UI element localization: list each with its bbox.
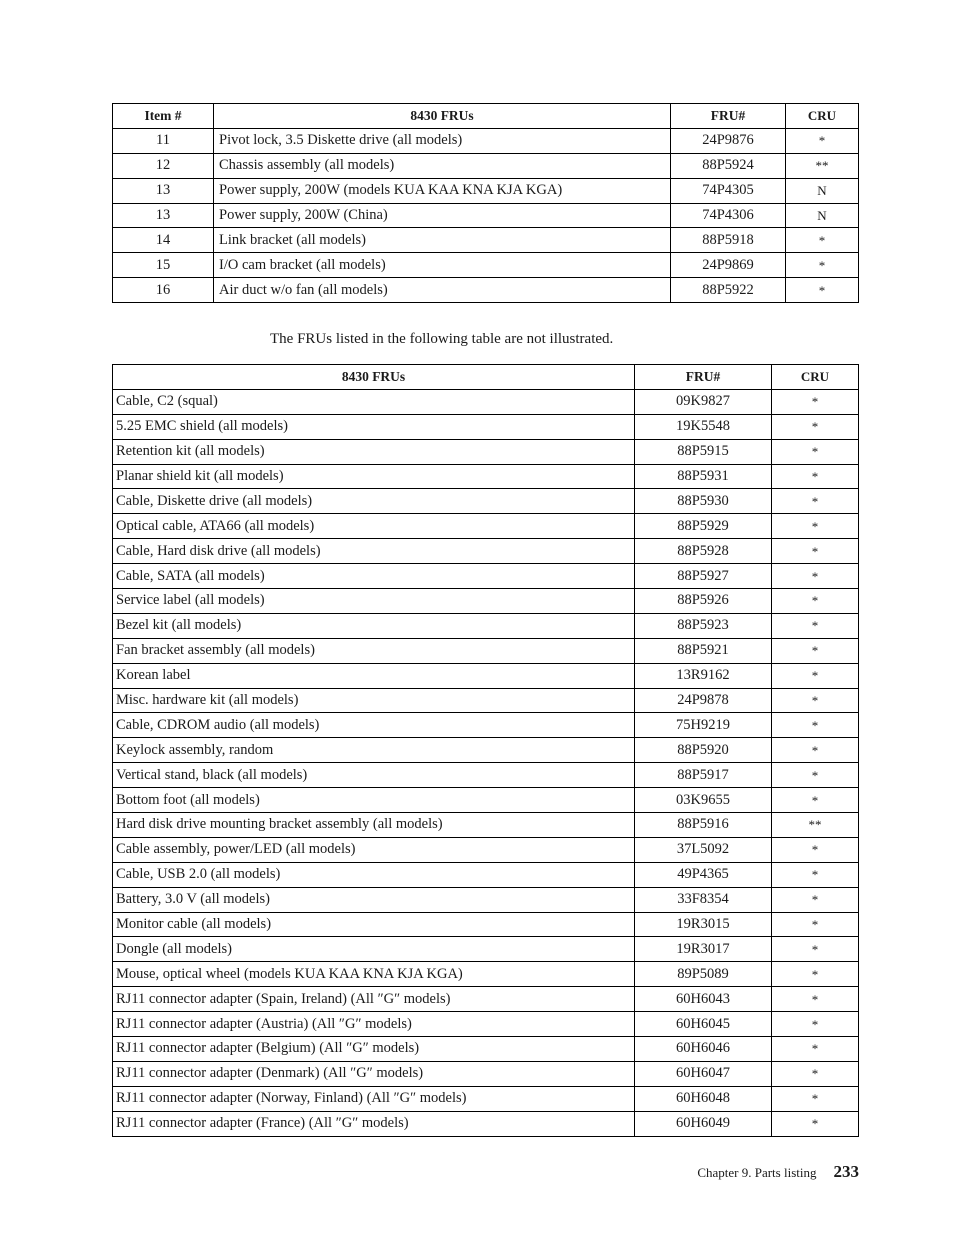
fru-description-cell: RJ11 connector adapter (Norway, Finland) (All ″G″ models): [113, 1086, 635, 1111]
table-row: [113, 837, 859, 862]
fru-number-cell: 60H6046: [635, 1037, 772, 1062]
item-number-cell: 11: [113, 128, 214, 153]
fru-number-cell: 88P5920: [635, 738, 772, 763]
fru-number-cell: 19K5548: [635, 414, 772, 439]
table-row: [113, 464, 859, 489]
item-number-cell: 14: [113, 228, 214, 253]
cru-cell: *: [786, 253, 859, 278]
fru-number-cell: 88P5921: [635, 638, 772, 663]
fru-number-cell: 75H9219: [635, 713, 772, 738]
fru-number-cell: 74P4306: [671, 203, 786, 228]
fru-description-cell: Air duct w/o fan (all models): [214, 278, 671, 303]
table-row: [113, 253, 859, 278]
fru-number-cell: 60H6043: [635, 987, 772, 1012]
table-row: [113, 439, 859, 464]
fru-description-cell: Vertical stand, black (all models): [113, 763, 635, 788]
fru-number-cell: 88P5918: [671, 228, 786, 253]
cru-cell: *: [772, 514, 859, 539]
fru-description-cell: Hard disk drive mounting bracket assembly (all models): [113, 813, 635, 838]
table-row: [113, 1012, 859, 1037]
fru-number-cell: 24P9878: [635, 688, 772, 713]
fru-number-cell: 19R3017: [635, 937, 772, 962]
table-row: [113, 613, 859, 638]
cru-cell: *: [772, 1061, 859, 1086]
cru-cell: *: [786, 128, 859, 153]
fru-description-cell: Service label (all models): [113, 589, 635, 614]
fru-description-cell: Optical cable, ATA66 (all models): [113, 514, 635, 539]
fru-number-cell: 88P5923: [635, 613, 772, 638]
fru-description-cell: Misc. hardware kit (all models): [113, 688, 635, 713]
table-row: [113, 564, 859, 589]
cru-cell: N: [786, 178, 859, 203]
fru-number-cell: 89P5089: [635, 962, 772, 987]
item-number-cell: 12: [113, 153, 214, 178]
header-item-number: Item #: [113, 104, 214, 129]
fru-description-cell: 5.25 EMC shield (all models): [113, 414, 635, 439]
header-cru: CRU: [786, 104, 859, 129]
cru-cell: *: [772, 489, 859, 514]
fru-description-cell: Mouse, optical wheel (models KUA KAA KNA KJA KGA): [113, 962, 635, 987]
page-number: 233: [833, 1162, 859, 1181]
fru-description-cell: Battery, 3.0 V (all models): [113, 887, 635, 912]
table-row: [113, 278, 859, 303]
intro-text: The FRUs listed in the following table are not illustrated.: [270, 331, 614, 347]
fru-description-cell: Chassis assembly (all models): [214, 153, 671, 178]
table-row: [113, 937, 859, 962]
cru-cell: *: [772, 564, 859, 589]
fru-number-cell: 19R3015: [635, 912, 772, 937]
cru-cell: *: [772, 937, 859, 962]
fru-number-cell: 33F8354: [635, 887, 772, 912]
cru-cell: *: [772, 713, 859, 738]
cru-cell: N: [786, 203, 859, 228]
table-row: [113, 1086, 859, 1111]
fru-description-cell: Cable, SATA (all models): [113, 564, 635, 589]
illustrated-fru-table: [112, 103, 859, 303]
cru-cell: *: [786, 278, 859, 303]
table-row: [113, 738, 859, 763]
cru-cell: *: [772, 638, 859, 663]
fru-number-cell: 37L5092: [635, 837, 772, 862]
table-row: [113, 962, 859, 987]
fru-description-cell: Cable, Hard disk drive (all models): [113, 539, 635, 564]
table-row: [113, 153, 859, 178]
table-row: [113, 813, 859, 838]
cru-cell: *: [772, 962, 859, 987]
fru-description-cell: Bottom foot (all models): [113, 788, 635, 813]
fru-description-cell: Retention kit (all models): [113, 439, 635, 464]
header-fru-number: FRU#: [671, 104, 786, 129]
fru-number-cell: 88P5929: [635, 514, 772, 539]
table-row: [113, 763, 859, 788]
cru-cell: *: [772, 1012, 859, 1037]
table-row: [113, 1037, 859, 1062]
header-fru-description: 8430 FRUs: [214, 104, 671, 129]
fru-number-cell: 88P5930: [635, 489, 772, 514]
cru-cell: *: [772, 1111, 859, 1136]
cru-cell: *: [772, 589, 859, 614]
fru-number-cell: 60H6045: [635, 1012, 772, 1037]
cru-cell: *: [772, 464, 859, 489]
fru-description-cell: Power supply, 200W (China): [214, 203, 671, 228]
header-cru: CRU: [772, 365, 859, 390]
table-row: [113, 228, 859, 253]
fru-description-cell: RJ11 connector adapter (Belgium) (All ″G″ models): [113, 1037, 635, 1062]
fru-number-cell: 03K9655: [635, 788, 772, 813]
fru-number-cell: 60H6047: [635, 1061, 772, 1086]
table-row: [113, 178, 859, 203]
table-row: [113, 713, 859, 738]
item-number-cell: 15: [113, 253, 214, 278]
fru-number-cell: 74P4305: [671, 178, 786, 203]
page-footer: [697, 1162, 859, 1182]
table-row: [113, 1111, 859, 1136]
fru-description-cell: Planar shield kit (all models): [113, 464, 635, 489]
fru-number-cell: 60H6048: [635, 1086, 772, 1111]
fru-number-cell: 24P9876: [671, 128, 786, 153]
cru-cell: *: [772, 613, 859, 638]
fru-description-cell: Cable, C2 (squal): [113, 389, 635, 414]
fru-number-cell: 60H6049: [635, 1111, 772, 1136]
fru-description-cell: Power supply, 200W (models KUA KAA KNA KJA KGA): [214, 178, 671, 203]
table-header-row: [113, 104, 859, 129]
fru-number-cell: 88P5928: [635, 539, 772, 564]
non-illustrated-fru-table: [112, 364, 859, 1137]
table-row: [113, 489, 859, 514]
cru-cell: *: [772, 912, 859, 937]
cru-cell: **: [772, 813, 859, 838]
fru-description-cell: Cable, CDROM audio (all models): [113, 713, 635, 738]
fru-description-cell: RJ11 connector adapter (France) (All ″G″ models): [113, 1111, 635, 1136]
footer-chapter-title: Chapter 9. Parts listing: [697, 1165, 817, 1180]
fru-number-cell: 13R9162: [635, 663, 772, 688]
fru-number-cell: 24P9869: [671, 253, 786, 278]
table-row: [113, 589, 859, 614]
fru-number-cell: 09K9827: [635, 389, 772, 414]
fru-number-cell: 88P5926: [635, 589, 772, 614]
fru-number-cell: 88P5922: [671, 278, 786, 303]
item-number-cell: 13: [113, 178, 214, 203]
item-number-cell: 16: [113, 278, 214, 303]
cru-cell: *: [772, 414, 859, 439]
header-fru-description: 8430 FRUs: [113, 365, 635, 390]
table-row: [113, 688, 859, 713]
fru-description-cell: RJ11 connector adapter (Denmark) (All ″G″ models): [113, 1061, 635, 1086]
table-row: [113, 128, 859, 153]
fru-description-cell: Link bracket (all models): [214, 228, 671, 253]
table-row: [113, 638, 859, 663]
fru-description-cell: Dongle (all models): [113, 937, 635, 962]
cru-cell: *: [786, 228, 859, 253]
table-row: [113, 987, 859, 1012]
table-row: [113, 912, 859, 937]
cru-cell: *: [772, 439, 859, 464]
fru-number-cell: 49P4365: [635, 862, 772, 887]
fru-description-cell: Keylock assembly, random: [113, 738, 635, 763]
item-number-cell: 13: [113, 203, 214, 228]
table-row: [113, 414, 859, 439]
fru-number-cell: 88P5917: [635, 763, 772, 788]
fru-description-cell: Bezel kit (all models): [113, 613, 635, 638]
table-row: [113, 514, 859, 539]
fru-description-cell: RJ11 connector adapter (Austria) (All ″G″ models): [113, 1012, 635, 1037]
cru-cell: *: [772, 987, 859, 1012]
fru-description-cell: I/O cam bracket (all models): [214, 253, 671, 278]
fru-number-cell: 88P5916: [635, 813, 772, 838]
cru-cell: *: [772, 862, 859, 887]
cru-cell: *: [772, 389, 859, 414]
fru-description-cell: Cable, USB 2.0 (all models): [113, 862, 635, 887]
cru-cell: *: [772, 788, 859, 813]
table-row: [113, 1061, 859, 1086]
fru-number-cell: 88P5927: [635, 564, 772, 589]
table-row: [113, 203, 859, 228]
cru-cell: *: [772, 688, 859, 713]
table-row: [113, 788, 859, 813]
fru-description-cell: Cable, Diskette drive (all models): [113, 489, 635, 514]
cru-cell: *: [772, 763, 859, 788]
table-row: [113, 887, 859, 912]
fru-number-cell: 88P5924: [671, 153, 786, 178]
table-row: [113, 862, 859, 887]
table-header-row: [113, 365, 859, 390]
cru-cell: *: [772, 837, 859, 862]
table-row: [113, 389, 859, 414]
fru-number-cell: 88P5915: [635, 439, 772, 464]
header-fru-number: FRU#: [635, 365, 772, 390]
cru-cell: *: [772, 1086, 859, 1111]
fru-description-cell: Fan bracket assembly (all models): [113, 638, 635, 663]
fru-description-cell: Cable assembly, power/LED (all models): [113, 837, 635, 862]
cru-cell: *: [772, 1037, 859, 1062]
fru-description-cell: Monitor cable (all models): [113, 912, 635, 937]
cru-cell: *: [772, 738, 859, 763]
fru-description-cell: Korean label: [113, 663, 635, 688]
cru-cell: **: [786, 153, 859, 178]
table-row: [113, 663, 859, 688]
fru-number-cell: 88P5931: [635, 464, 772, 489]
cru-cell: *: [772, 539, 859, 564]
cru-cell: *: [772, 663, 859, 688]
fru-description-cell: RJ11 connector adapter (Spain, Ireland) (All ″G″ models): [113, 987, 635, 1012]
table-row: [113, 539, 859, 564]
cru-cell: *: [772, 887, 859, 912]
fru-description-cell: Pivot lock, 3.5 Diskette drive (all models): [214, 128, 671, 153]
